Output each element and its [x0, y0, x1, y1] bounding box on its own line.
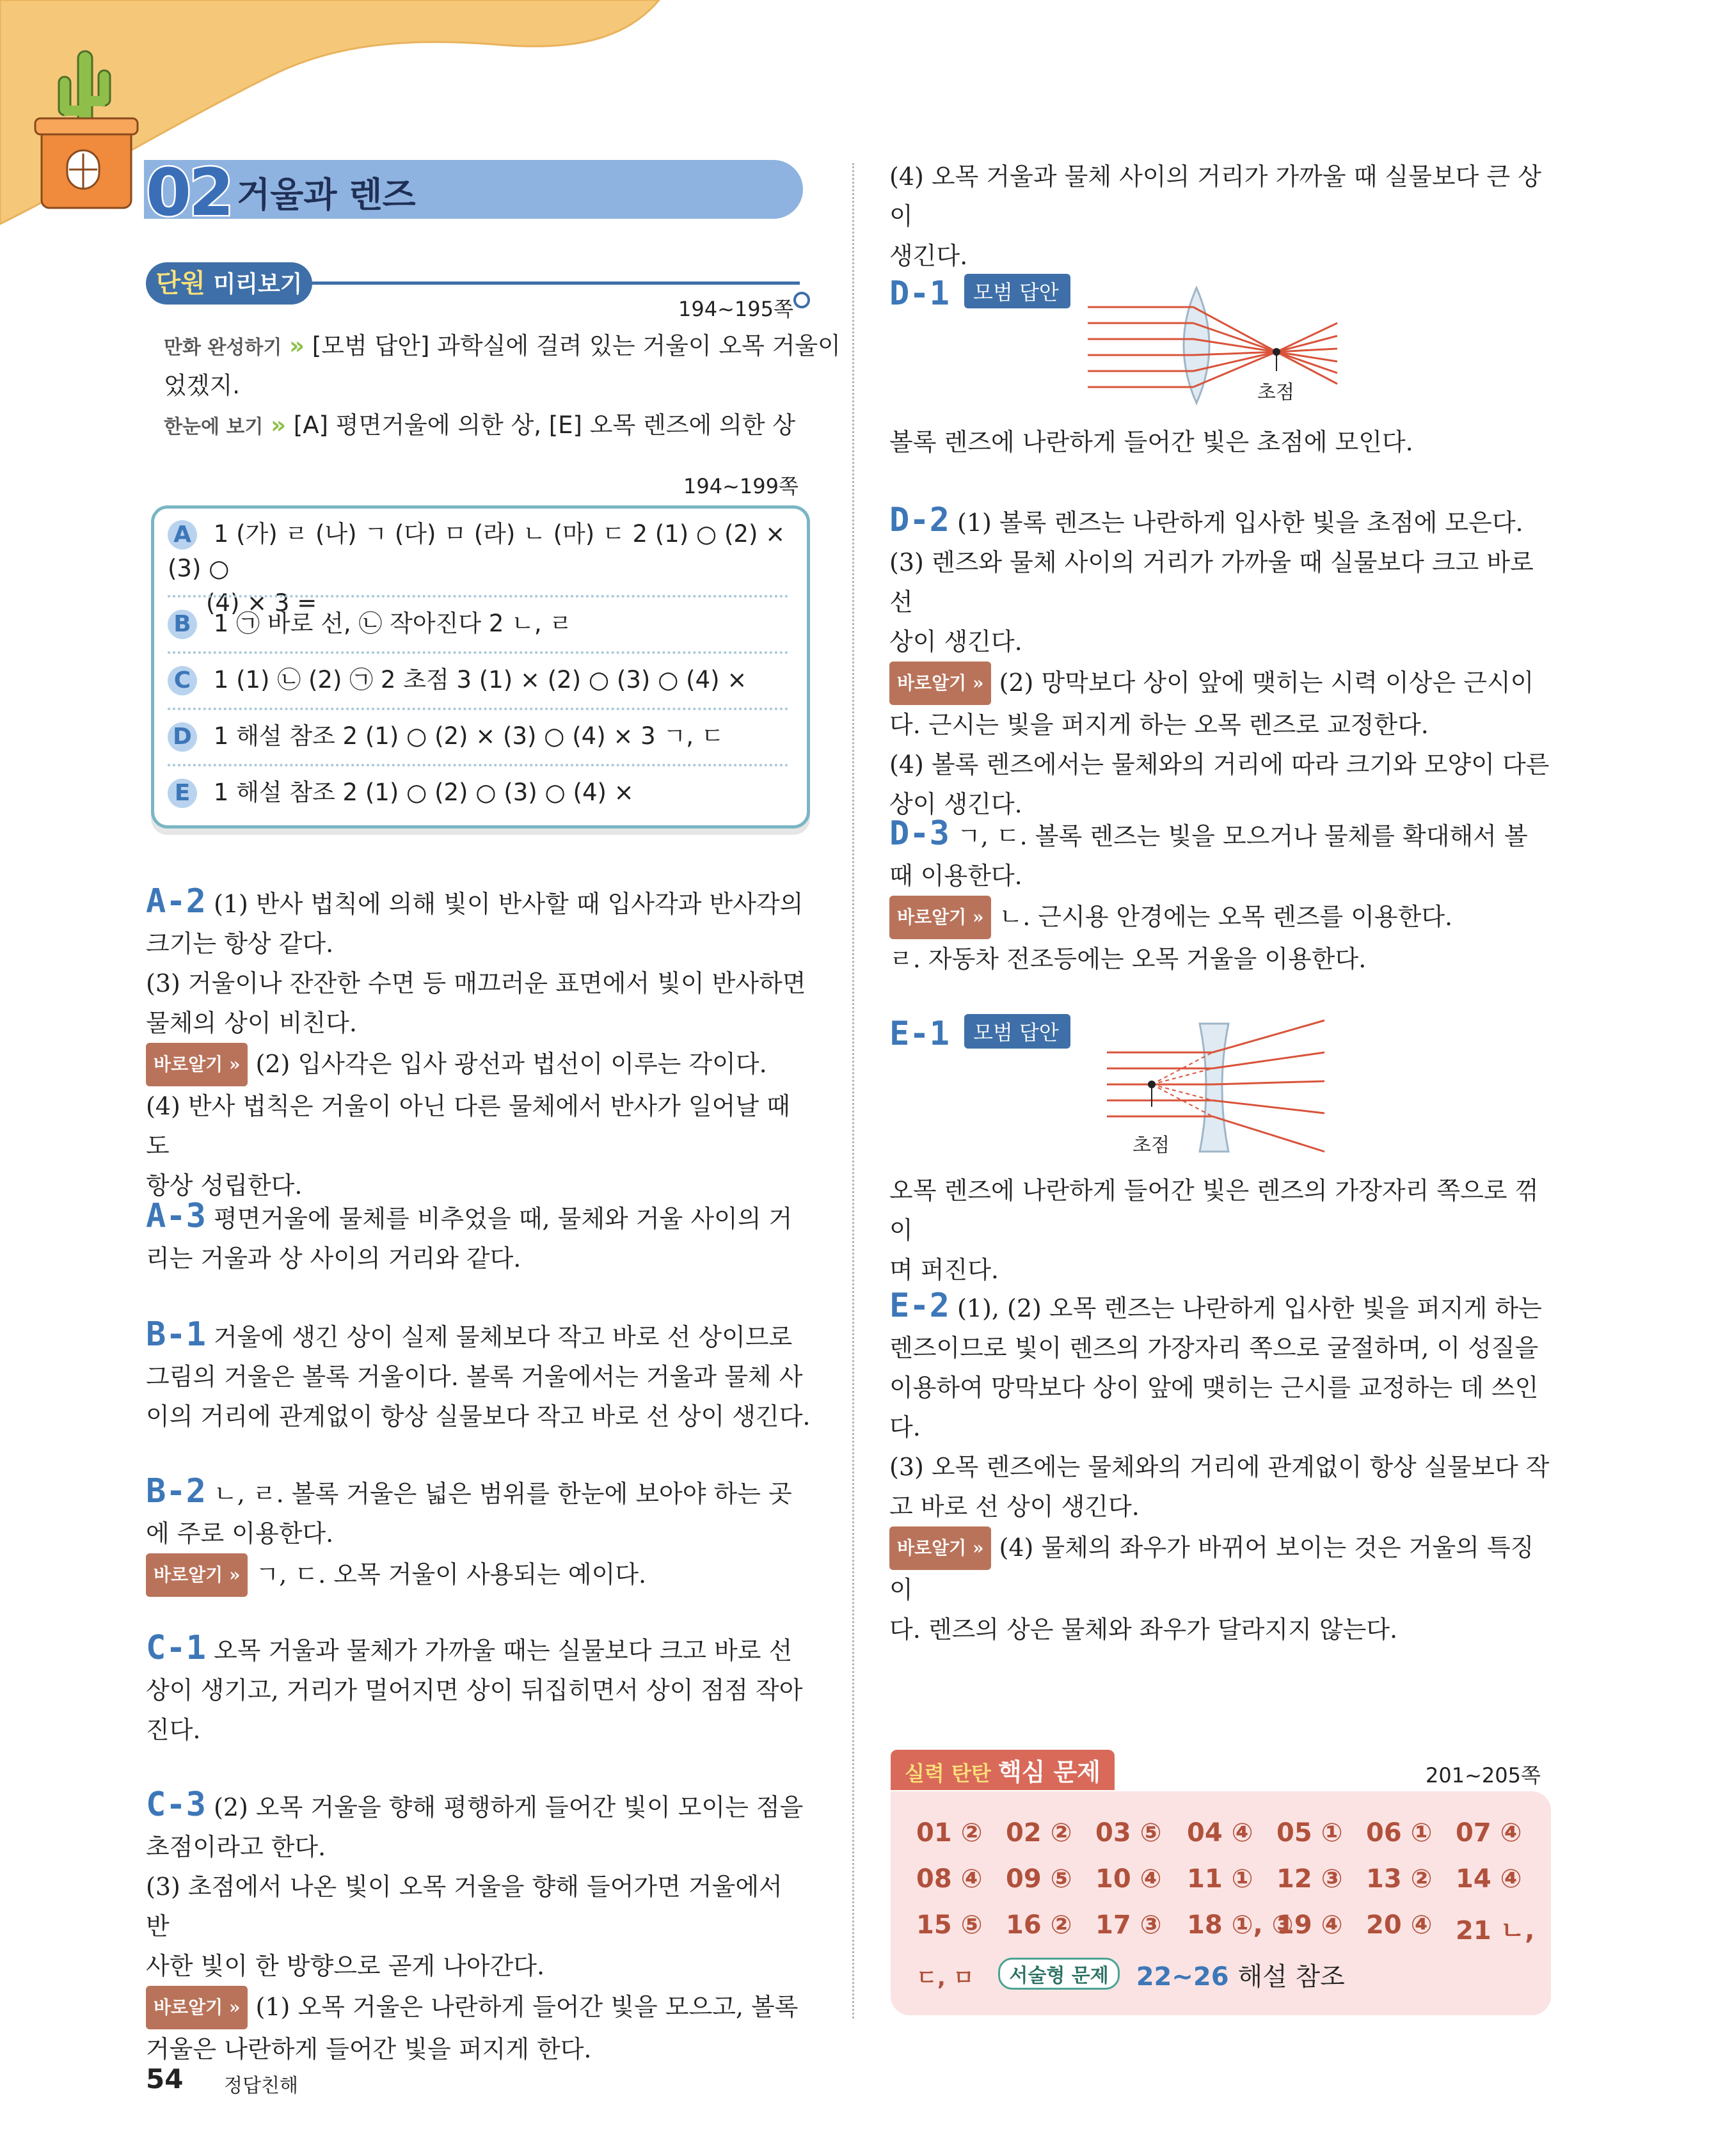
d2-l2: (3) 렌즈와 물체 사이의 거리가 가까울 때 실물보다 크고 바로 선 — [889, 548, 1534, 616]
key-c: C — [168, 666, 197, 695]
code-c3: C-3 — [146, 1786, 206, 1824]
core-answer-item: 12 ③ — [1276, 1864, 1343, 1894]
core-last-start: ㄷ, ㅁ — [916, 1965, 974, 1991]
code-d1: D-1 — [889, 274, 950, 313]
comic-label: 만화 완성하기 — [164, 337, 282, 359]
preview-line-end — [793, 292, 810, 308]
overview-text: [A] 평면거울에 의한 상, [E] 오목 렌즈에 의한 상 — [293, 411, 795, 439]
core-answer-item: 03 ⑤ — [1095, 1818, 1162, 1848]
essay-tag: 서술형 문제 — [998, 1958, 1119, 1990]
e2-l7: 다. 렌즈의 상은 물체와 좌우가 달라지지 않는다. — [889, 1615, 1398, 1644]
concave-lens — [1200, 1024, 1228, 1152]
core-answer-item: 13 ② — [1366, 1864, 1433, 1894]
key-d: D — [168, 722, 197, 752]
core-tag — [891, 1750, 1115, 1790]
answer-d-line1: 1 해설 참조 2 (1) ○ (2) × (3) ○ (4) × 3 ㄱ, ㄷ — [213, 722, 724, 750]
b1-l3: 이의 거리에 관계없이 항상 실물보다 작고 바로 선 상이 생긴다. — [146, 1402, 811, 1431]
preview-tag-sub: 미리보기 — [213, 271, 303, 297]
core-answer-item: 04 ④ — [1187, 1818, 1253, 1848]
answer-b-line1: 1 ㉠ 바로 선, ㉡ 작아진다 2 ㄴ, ㄹ — [213, 610, 573, 637]
page-number: 54 — [146, 2063, 184, 2095]
code-a3: A-3 — [146, 1197, 206, 1235]
brief-tag: 바로알기 » — [146, 1043, 248, 1086]
comic-text: [모범 답안] 과학실에 걸려 있는 거울이 오목 거울이 — [312, 332, 841, 360]
core-pages: 201~205쪽 — [1426, 1763, 1541, 1787]
key-b: B — [168, 610, 197, 639]
answer-divider — [168, 595, 788, 598]
answer-divider — [168, 764, 788, 766]
code-d2: D-2 — [889, 501, 950, 539]
b1-l1: 거울에 생긴 상이 실제 물체보다 작고 바로 선 상이므로 — [214, 1323, 793, 1351]
column-divider — [852, 163, 854, 2018]
book-title: 정답친해 — [224, 2075, 298, 2097]
d1-focus-label: 초점 — [1257, 381, 1294, 404]
a2-l4: 물체의 상이 비친다. — [146, 1009, 357, 1037]
d2-l6: (4) 볼록 렌즈에서는 물체와의 거리에 따라 크기와 모양이 다른 — [889, 750, 1550, 779]
core-answer-item: 20 ④ — [1366, 1910, 1433, 1940]
explanation-b2 — [146, 1471, 811, 1597]
d2-l4: (2) 망막보다 상이 앞에 맺히는 시력 이상은 근시이 — [999, 669, 1534, 697]
a2-l1: (1) 반사 법칙에 의해 빛이 반사할 때 입사각과 반사각의 — [214, 890, 804, 918]
essay-text: 해설 참조 — [1237, 1962, 1345, 1992]
c3-cont-l1: (4) 오목 거울과 물체 사이의 거리가 가까울 때 실물보다 큰 상이 — [889, 162, 1541, 230]
model-answer-tag: 모범 답안 — [964, 274, 1070, 308]
essay-range: 22~26 — [1136, 1962, 1229, 1992]
b2-l1: ㄴ, ㄹ. 볼록 거울은 넓은 범위를 한눈에 보아야 하는 곳 — [214, 1480, 792, 1508]
brief-tag: 바로알기 » — [889, 662, 991, 705]
brief-tag: 바로알기 » — [889, 1526, 991, 1570]
lesson-number: 02 — [146, 155, 232, 231]
preview-pages: 194~195쪽 — [678, 297, 793, 321]
b2-l2: 에 주로 이용한다. — [146, 1519, 334, 1548]
answer-row-a — [168, 517, 795, 621]
a2-l3: (3) 거울이나 잔잔한 수면 등 매끄러운 표면에서 빛이 반사하면 — [146, 969, 806, 997]
chevron-right-icon: » — [271, 411, 287, 439]
c1-l3: 진다. — [146, 1716, 201, 1744]
preview-line2 — [164, 406, 795, 447]
preview-line1 — [164, 326, 841, 368]
preview-tag-main: 단원 — [155, 269, 205, 298]
explanation-e1-head — [889, 1014, 1070, 1053]
convex-lens-diagram — [1081, 281, 1363, 409]
core-answer-item: 16 ② — [1006, 1910, 1072, 1940]
e2-l3: 이용하여 망막보다 상이 앞에 맺히는 근시를 교정하는 데 쓰인다. — [889, 1374, 1539, 1441]
answer-row-d — [168, 719, 724, 754]
d2-l1: (1) 볼록 렌즈는 나란하게 입사한 빛을 초점에 모은다. — [957, 509, 1523, 537]
core-answer-item: 11 ① — [1187, 1864, 1253, 1894]
code-b2: B-2 — [146, 1472, 206, 1510]
answer-row-c — [168, 663, 747, 697]
a2-l2: 크기는 항상 같다. — [146, 930, 334, 958]
answer-row-b — [168, 606, 572, 641]
model-answer-tag: 모범 답안 — [964, 1014, 1070, 1049]
explanation-b1 — [146, 1315, 811, 1436]
c3-l3: (3) 초점에서 나온 빛이 오목 거울을 향해 들어가면 거울에서 반 — [146, 1873, 783, 1940]
core-answer-item: 21 ㄴ, — [1456, 1916, 1535, 1946]
preview-line — [312, 281, 800, 285]
d3-l2: 때 이용한다. — [889, 862, 1022, 890]
e1-l1: 오목 렌즈에 나란하게 들어간 빛은 렌즈의 가장자리 쪽으로 꺾이 — [889, 1177, 1539, 1244]
d3-l1: ㄱ, ㄷ. 볼록 렌즈는 빛을 모으거나 물체를 확대해서 볼 — [957, 822, 1528, 850]
e1-focus-label: 초점 — [1133, 1134, 1170, 1157]
a3-l1: 평면거울에 물체를 비추었을 때, 물체와 거울 사이의 거 — [214, 1205, 793, 1233]
overview-label: 한눈에 보기 — [164, 416, 264, 438]
c3-l5: (1) 오목 거울은 나란하게 들어간 빛을 모으고, 볼록 — [255, 1993, 799, 2021]
d1-caption: 볼록 렌즈에 나란하게 들어간 빛은 초점에 모인다. — [889, 428, 1413, 456]
code-d3: D-3 — [889, 814, 950, 853]
e2-l5: 고 바로 선 상이 생긴다. — [889, 1493, 1140, 1521]
answer-divider — [168, 651, 788, 654]
core-answer-item: 18 ①, ③ — [1187, 1910, 1294, 1940]
explanation-d2 — [889, 500, 1555, 824]
answers-pages: 194~199쪽 — [683, 474, 799, 498]
core-answer-item: 07 ④ — [1456, 1818, 1522, 1848]
cactus-icon — [32, 45, 141, 218]
d2-l3: 상이 생긴다. — [889, 628, 1022, 656]
c1-l1: 오목 거울과 물체가 가까울 때는 실물보다 크고 바로 선 — [214, 1637, 793, 1665]
explanation-d1-head — [889, 274, 1070, 313]
c3-l4: 사한 빛이 한 방향으로 곧게 나아간다. — [146, 1952, 545, 1980]
brief-tag: 바로알기 » — [146, 1553, 248, 1597]
c3-l1: (2) 오목 거울을 향해 평행하게 들어간 빛이 모이는 점을 — [214, 1793, 804, 1821]
explanation-d3 — [889, 814, 1555, 979]
answer-row-e — [168, 775, 634, 810]
b2-l3: ㄱ, ㄷ. 오목 거울이 사용되는 예이다. — [255, 1560, 647, 1589]
a2-l5: (2) 입사각은 입사 광선과 법선이 이루는 각이다. — [255, 1050, 767, 1078]
core-answer-item: 15 ⑤ — [916, 1910, 983, 1940]
answer-a-line2: (4) × 3 = — [206, 589, 317, 617]
answer-c-line1: 1 (1) ㉡ (2) ㉠ 2 초점 3 (1) × (2) ○ (3) ○ (4) × — [213, 666, 747, 694]
d2-l5: 다. 근시는 빛을 퍼지게 하는 오목 렌즈로 교정한다. — [889, 711, 1429, 739]
brief-tag: 바로알기 » — [146, 1986, 248, 2029]
core-tag-main: 실력 탄탄 — [905, 1761, 991, 1786]
e2-l1: (1), (2) 오목 렌즈는 나란하게 입사한 빛을 퍼지게 하는 — [957, 1294, 1542, 1322]
e1-l2: 며 퍼진다. — [889, 1256, 999, 1284]
e2-l6: (4) 물체의 좌우가 바뀌어 보이는 것은 거울의 특징이 — [889, 1534, 1534, 1604]
core-answer-item: 09 ⑤ — [1006, 1864, 1072, 1894]
code-e2: E-2 — [889, 1287, 950, 1325]
a3-l2: 리는 거울과 상 사이의 거리와 같다. — [146, 1244, 521, 1272]
core-answer-item: 01 ② — [916, 1818, 983, 1848]
core-answer-item: 19 ④ — [1276, 1910, 1343, 1940]
code-a2: A-2 — [146, 882, 206, 921]
explanation-e2 — [889, 1286, 1555, 1649]
c3-l2: 초점이라고 한다. — [146, 1833, 326, 1861]
d3-l4: ㄹ. 자동차 전조등에는 오목 거울을 이용한다. — [889, 945, 1367, 973]
answer-a-line1: 1 (가) ㄹ (나) ㄱ (다) ㅁ (라) ㄴ (마) ㄷ 2 (1) ○ (2) × (3) ○ — [168, 520, 786, 582]
a2-l6: (4) 반사 법칙은 거울이 아닌 다른 물체에서 반사가 일어날 때도 — [146, 1092, 790, 1160]
e2-l4: (3) 오목 렌즈에는 물체와의 거리에 관계없이 항상 실물보다 작 — [889, 1453, 1550, 1481]
chevron-right-icon: » — [289, 332, 305, 360]
code-e1: E-1 — [889, 1015, 950, 1053]
core-answer-item: 02 ② — [1006, 1818, 1072, 1848]
c3-l6: 거울은 나란하게 들어간 빛을 퍼지게 한다. — [146, 2035, 592, 2063]
explanation-a2 — [146, 882, 811, 1205]
key-e: E — [168, 779, 197, 808]
a2-l7: 항상 성립한다. — [146, 1171, 303, 1200]
core-answer-item: 14 ④ — [1456, 1864, 1522, 1894]
core-answer-item: 06 ① — [1366, 1818, 1433, 1848]
explanation-e1 — [889, 1171, 1555, 1290]
answer-e-line1: 1 해설 참조 2 (1) ○ (2) ○ (3) ○ (4) × — [213, 779, 634, 806]
core-answer-item: 10 ④ — [1095, 1864, 1162, 1894]
d3-l3: ㄴ. 근시용 안경에는 오목 렌즈를 이용한다. — [999, 903, 1453, 931]
b1-l2: 그림의 거울은 볼록 거울이다. 볼록 거울에서는 거울과 물체 사 — [146, 1363, 803, 1391]
core-answer-item: 08 ④ — [916, 1864, 983, 1894]
preview-tag — [146, 262, 312, 305]
explanation-c3 — [146, 1785, 811, 2069]
explanation-c3-cont — [889, 157, 1555, 276]
d2-l7: 상이 생긴다. — [889, 790, 1022, 818]
e2-l2: 렌즈이므로 빛이 렌즈의 가장자리 쪽으로 굴절하며, 이 성질을 — [889, 1334, 1539, 1362]
code-b1: B-1 — [146, 1315, 206, 1354]
lesson-title: 거울과 렌즈 — [237, 175, 416, 215]
explanation-c1 — [146, 1628, 811, 1750]
core-tag-sub: 핵심 문제 — [998, 1758, 1101, 1786]
core-answer-item: 17 ③ — [1095, 1910, 1162, 1940]
c1-l2: 상이 생기고, 거리가 멀어지면 상이 뒤집히면서 상이 점점 작아 — [146, 1676, 803, 1704]
core-answer-item: 05 ① — [1276, 1818, 1343, 1848]
answer-divider — [168, 708, 788, 710]
brief-tag: 바로알기 » — [889, 896, 991, 939]
code-c1: C-1 — [146, 1629, 206, 1667]
c3-cont-l2: 생긴다. — [889, 242, 968, 270]
explanation-a3 — [146, 1196, 811, 1278]
preview-line1-cont: 었겠지. — [164, 372, 240, 399]
key-a: A — [168, 520, 197, 550]
core-last-line — [916, 1956, 1345, 1993]
